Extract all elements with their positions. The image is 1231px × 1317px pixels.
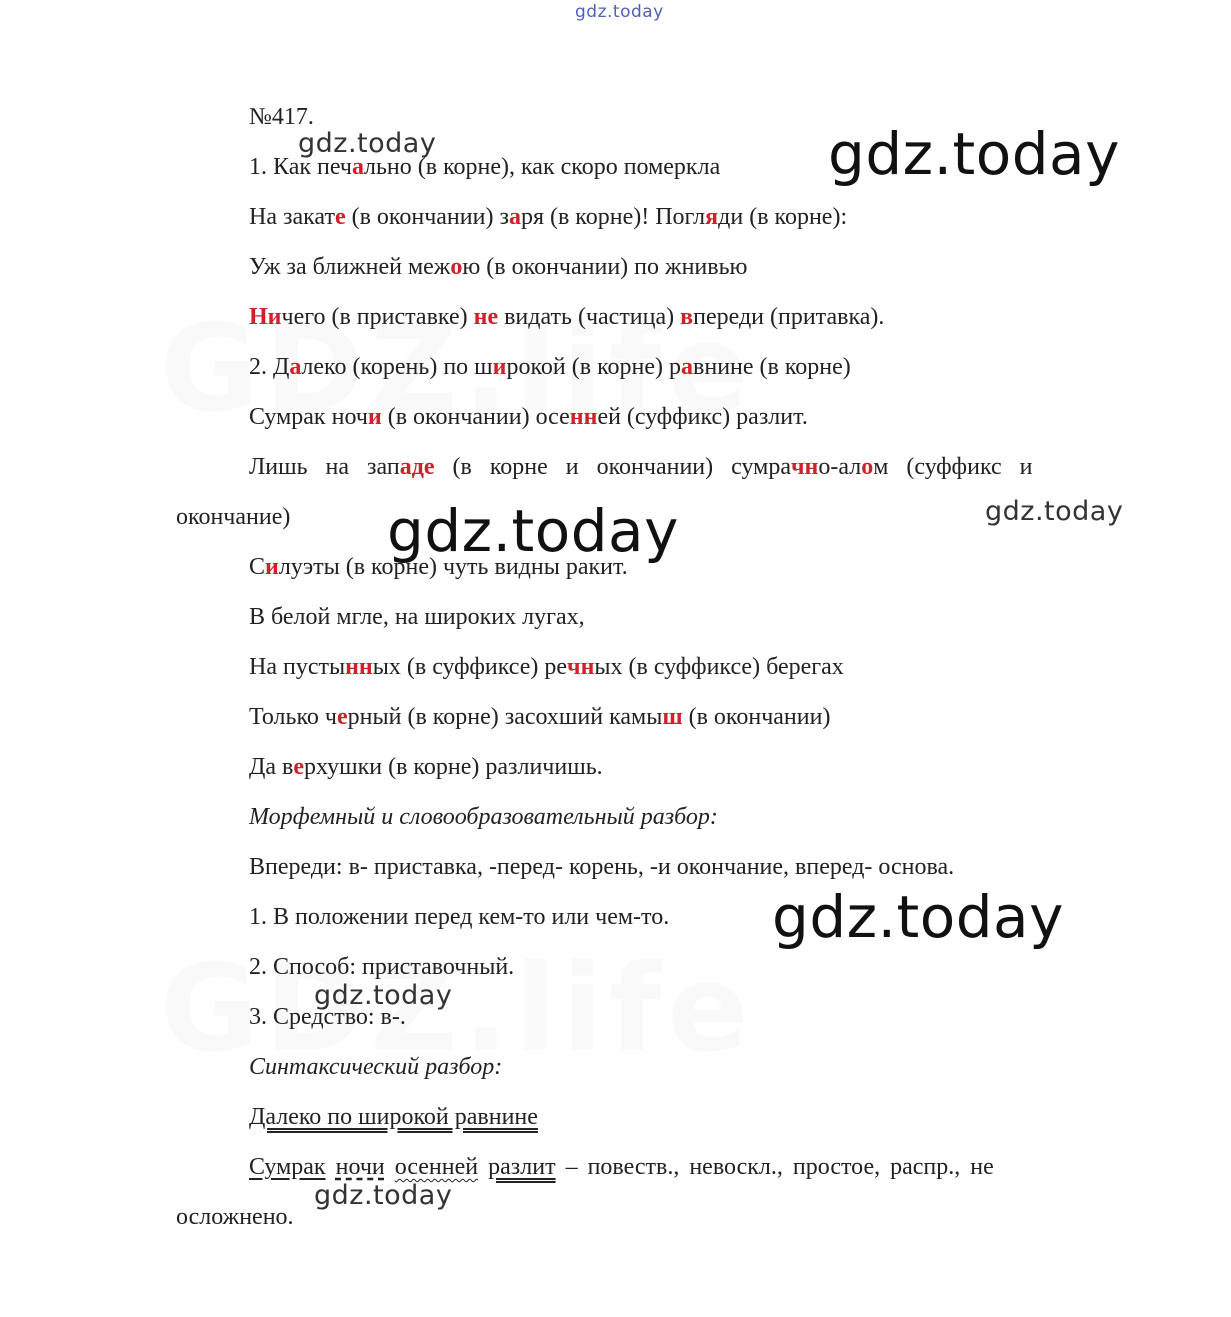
exercise-number: №417. (249, 104, 314, 130)
section-heading: Синтаксический разбор: (249, 1054, 503, 1080)
text-line: На закате (в окончании) заря (в корне)! Погляди (в корне): (249, 204, 848, 230)
watermark: gdz.today (985, 496, 1124, 527)
text-line: 2. Далеко (корень) по широкой (в корне) равнине (в корне) (249, 354, 851, 380)
text-line: В белой мгле, на широких лугах, (249, 604, 585, 630)
list-item: 3. Средство: в-. (249, 1004, 406, 1030)
attribute-word: ночи (335, 1154, 385, 1180)
text-line: Впереди: в- приставка, -перед- корень, -и окончание, вперед- основа. (249, 854, 955, 880)
text-line: Уж за ближней межою (в окончании) по жнивью (249, 254, 748, 280)
adverbial-phrase: Далеко по широкой равнине (249, 1104, 538, 1130)
section-heading: Морфемный и словообразовательный разбор: (249, 804, 718, 830)
watermark: gdz.today (828, 120, 1120, 188)
watermark: gdz.today (387, 497, 679, 565)
text-line: Да верхушки (в корне) различишь. (249, 754, 603, 780)
watermark: gdz.today (298, 128, 437, 159)
watermark: gdz.today (772, 883, 1064, 951)
watermark-top: gdz.today (575, 2, 664, 22)
subject-word: Сумрак (249, 1154, 326, 1180)
watermark: gdz.today (314, 1180, 453, 1211)
text-line: 1. Как печально (в корне), как скоро померкла (249, 154, 721, 180)
text-line: Силуэты (в корне) чуть видны ракит. (249, 554, 628, 580)
text-line: окончание) (176, 504, 291, 530)
text-line: Сумрак ночи (в окончании) осенней (суффикс) разлит. (249, 404, 808, 430)
text-line: Ничего (в приставке) не видать (частица) впереди (притавка). (249, 304, 885, 330)
text-line: На пустынных (в суффиксе) речных (в суффиксе) берегах (249, 654, 844, 680)
list-item: 1. В положении перед кем-то или чем-то. (249, 904, 670, 930)
text-line: Сумрак ночи осенней разлит – повеств., невоскл., простое, распр., не (249, 1154, 994, 1180)
attribute-word: осенней (394, 1154, 479, 1180)
watermark: gdz.today (314, 980, 453, 1011)
text-line: Лишь на западе (в корне и окончании) сумрачно-алом (суффикс и (249, 454, 1033, 480)
text-line: Только черный (в корне) засохший камыш (в окончании) (249, 704, 831, 730)
text-line (249, 1102, 1143, 1132)
list-item: 2. Способ: приставочный. (249, 954, 515, 980)
text-line: осложнено. (176, 1204, 294, 1230)
predicate-word: разлит (488, 1154, 556, 1180)
